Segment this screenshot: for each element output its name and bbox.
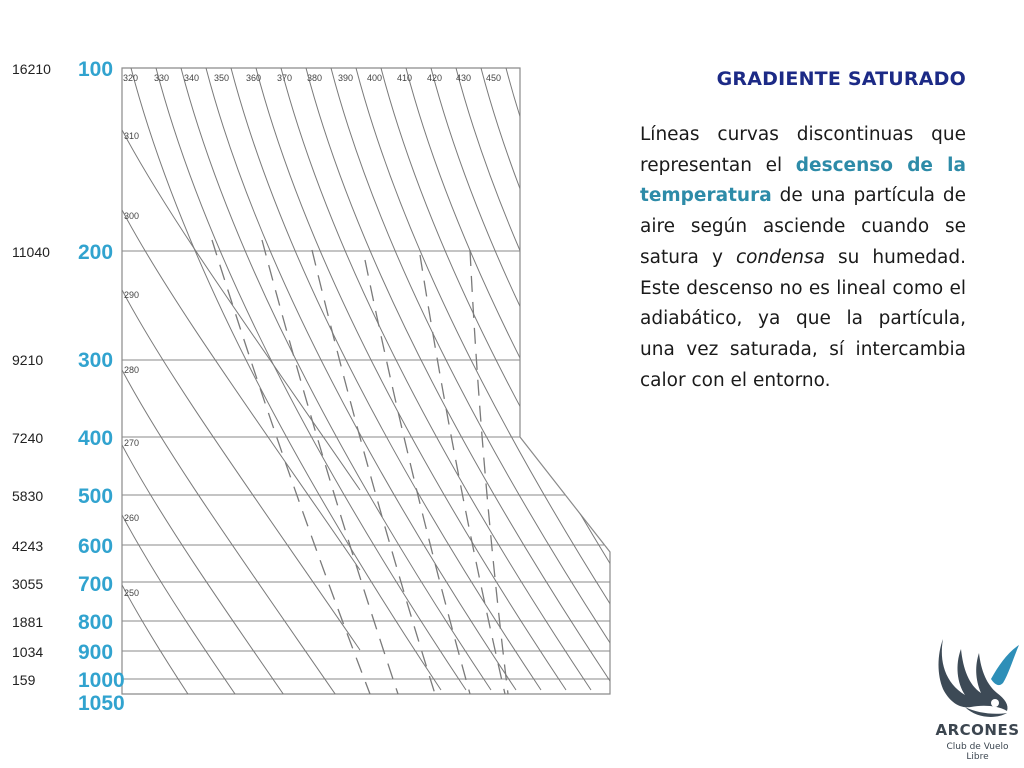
condor-icon xyxy=(935,635,1020,721)
saturated-adiabat-dashed-lines xyxy=(212,240,508,694)
dry-adiabat-curve xyxy=(122,210,360,570)
altitude-label: 5830 xyxy=(12,488,44,504)
pressure-label: 1000 xyxy=(78,669,125,692)
theta-top-label: 410 xyxy=(397,73,413,83)
altitude-label: 7240 xyxy=(12,430,44,446)
dry-adiabat-curve xyxy=(481,68,640,690)
theta-side-label: 300 xyxy=(124,211,140,221)
dry-adiabat-curve xyxy=(431,68,640,690)
dry-adiabat-curve xyxy=(156,68,466,690)
dry-adiabat-curves xyxy=(122,68,640,768)
pressure-label: 200 xyxy=(78,241,114,264)
theta-top-label: 380 xyxy=(307,73,323,83)
diagram-frame xyxy=(122,68,610,694)
altitude-label: 11040 xyxy=(12,244,50,260)
pressure-label: 100 xyxy=(78,58,114,81)
text-panel xyxy=(640,68,966,396)
saturated-adiabat-line xyxy=(262,240,398,694)
pressure-label: 900 xyxy=(78,641,114,664)
dry-adiabat-curve xyxy=(122,515,360,768)
axis-labels xyxy=(12,58,501,715)
theta-side-label: 250 xyxy=(124,588,140,598)
dry-adiabat-curve xyxy=(122,585,360,768)
altitude-label: 1034 xyxy=(12,644,44,660)
altitude-label: 159 xyxy=(12,672,36,688)
theta-side-label: 280 xyxy=(124,365,140,375)
dry-adiabat-curve xyxy=(122,445,360,768)
body-text-run: Líneas curvas discontinuas que representan el xyxy=(640,124,966,176)
pressure-label: 500 xyxy=(78,485,114,508)
theta-top-label: 320 xyxy=(123,73,139,83)
dry-adiabat-curve xyxy=(206,68,516,690)
body-text-run: de una partícula de aire según asciende cuando se satura y xyxy=(640,185,966,268)
altitude-label: 9210 xyxy=(12,352,44,368)
saturated-adiabat-line xyxy=(470,250,508,694)
dry-adiabat-curve xyxy=(356,68,640,690)
theta-top-label: 340 xyxy=(184,73,200,83)
dry-adiabat-curve xyxy=(122,290,360,650)
logo-subtitle: Club de Vuelo Libre xyxy=(946,742,1009,762)
body-text-run: descenso de la temperatura xyxy=(640,154,967,207)
logo-name: ARCONES xyxy=(935,721,1020,739)
altitude-label: 1881 xyxy=(12,614,44,630)
theta-top-label: 400 xyxy=(367,73,383,83)
pressure-label: 700 xyxy=(78,573,114,596)
altitude-label: 16210 xyxy=(12,61,51,77)
pressure-grid xyxy=(122,68,610,694)
dry-adiabat-curve xyxy=(181,68,491,690)
theta-side-label: 270 xyxy=(124,438,140,448)
theta-top-label: 370 xyxy=(277,73,293,83)
pressure-label: 1050 xyxy=(78,692,125,715)
pressure-label: 800 xyxy=(78,611,114,634)
dry-adiabat-curve xyxy=(406,68,640,690)
theta-side-label: 310 xyxy=(124,131,140,141)
altitude-label: 4243 xyxy=(12,538,44,554)
slide-title: GRADIENTE SATURADO xyxy=(716,68,966,90)
pressure-label: 600 xyxy=(78,535,114,558)
slide-body-text xyxy=(640,120,966,396)
theta-top-label: 350 xyxy=(214,73,230,83)
altitude-label: 3055 xyxy=(12,576,44,592)
dry-adiabat-curve xyxy=(281,68,591,690)
body-text-run: su humedad. Este descenso no es lineal como el adiabático, ya que la partícula, una vez saturada, sí intercambia calor con el entorno. xyxy=(640,246,966,391)
dry-adiabat-curve xyxy=(122,370,360,730)
theta-side-label: 260 xyxy=(124,513,140,523)
theta-top-label: 330 xyxy=(154,73,170,83)
theta-top-label: 420 xyxy=(427,73,443,83)
saturated-adiabat-line xyxy=(312,250,435,694)
dry-adiabat-curve xyxy=(131,68,441,690)
body-text-run: condensa xyxy=(735,246,825,268)
dry-adiabat-curve xyxy=(506,68,640,690)
arcones-logo xyxy=(935,635,1020,760)
dry-adiabat-curve xyxy=(122,130,360,490)
dry-adiabat-curve xyxy=(306,68,616,690)
pressure-label: 400 xyxy=(78,427,114,450)
pressure-label: 300 xyxy=(78,349,114,372)
theta-top-label: 360 xyxy=(246,73,262,83)
theta-top-label: 430 xyxy=(456,73,472,83)
theta-top-label: 390 xyxy=(338,73,354,83)
dry-adiabat-curve xyxy=(231,68,541,690)
theta-side-label: 290 xyxy=(124,290,140,300)
theta-top-label: 450 xyxy=(486,73,502,83)
